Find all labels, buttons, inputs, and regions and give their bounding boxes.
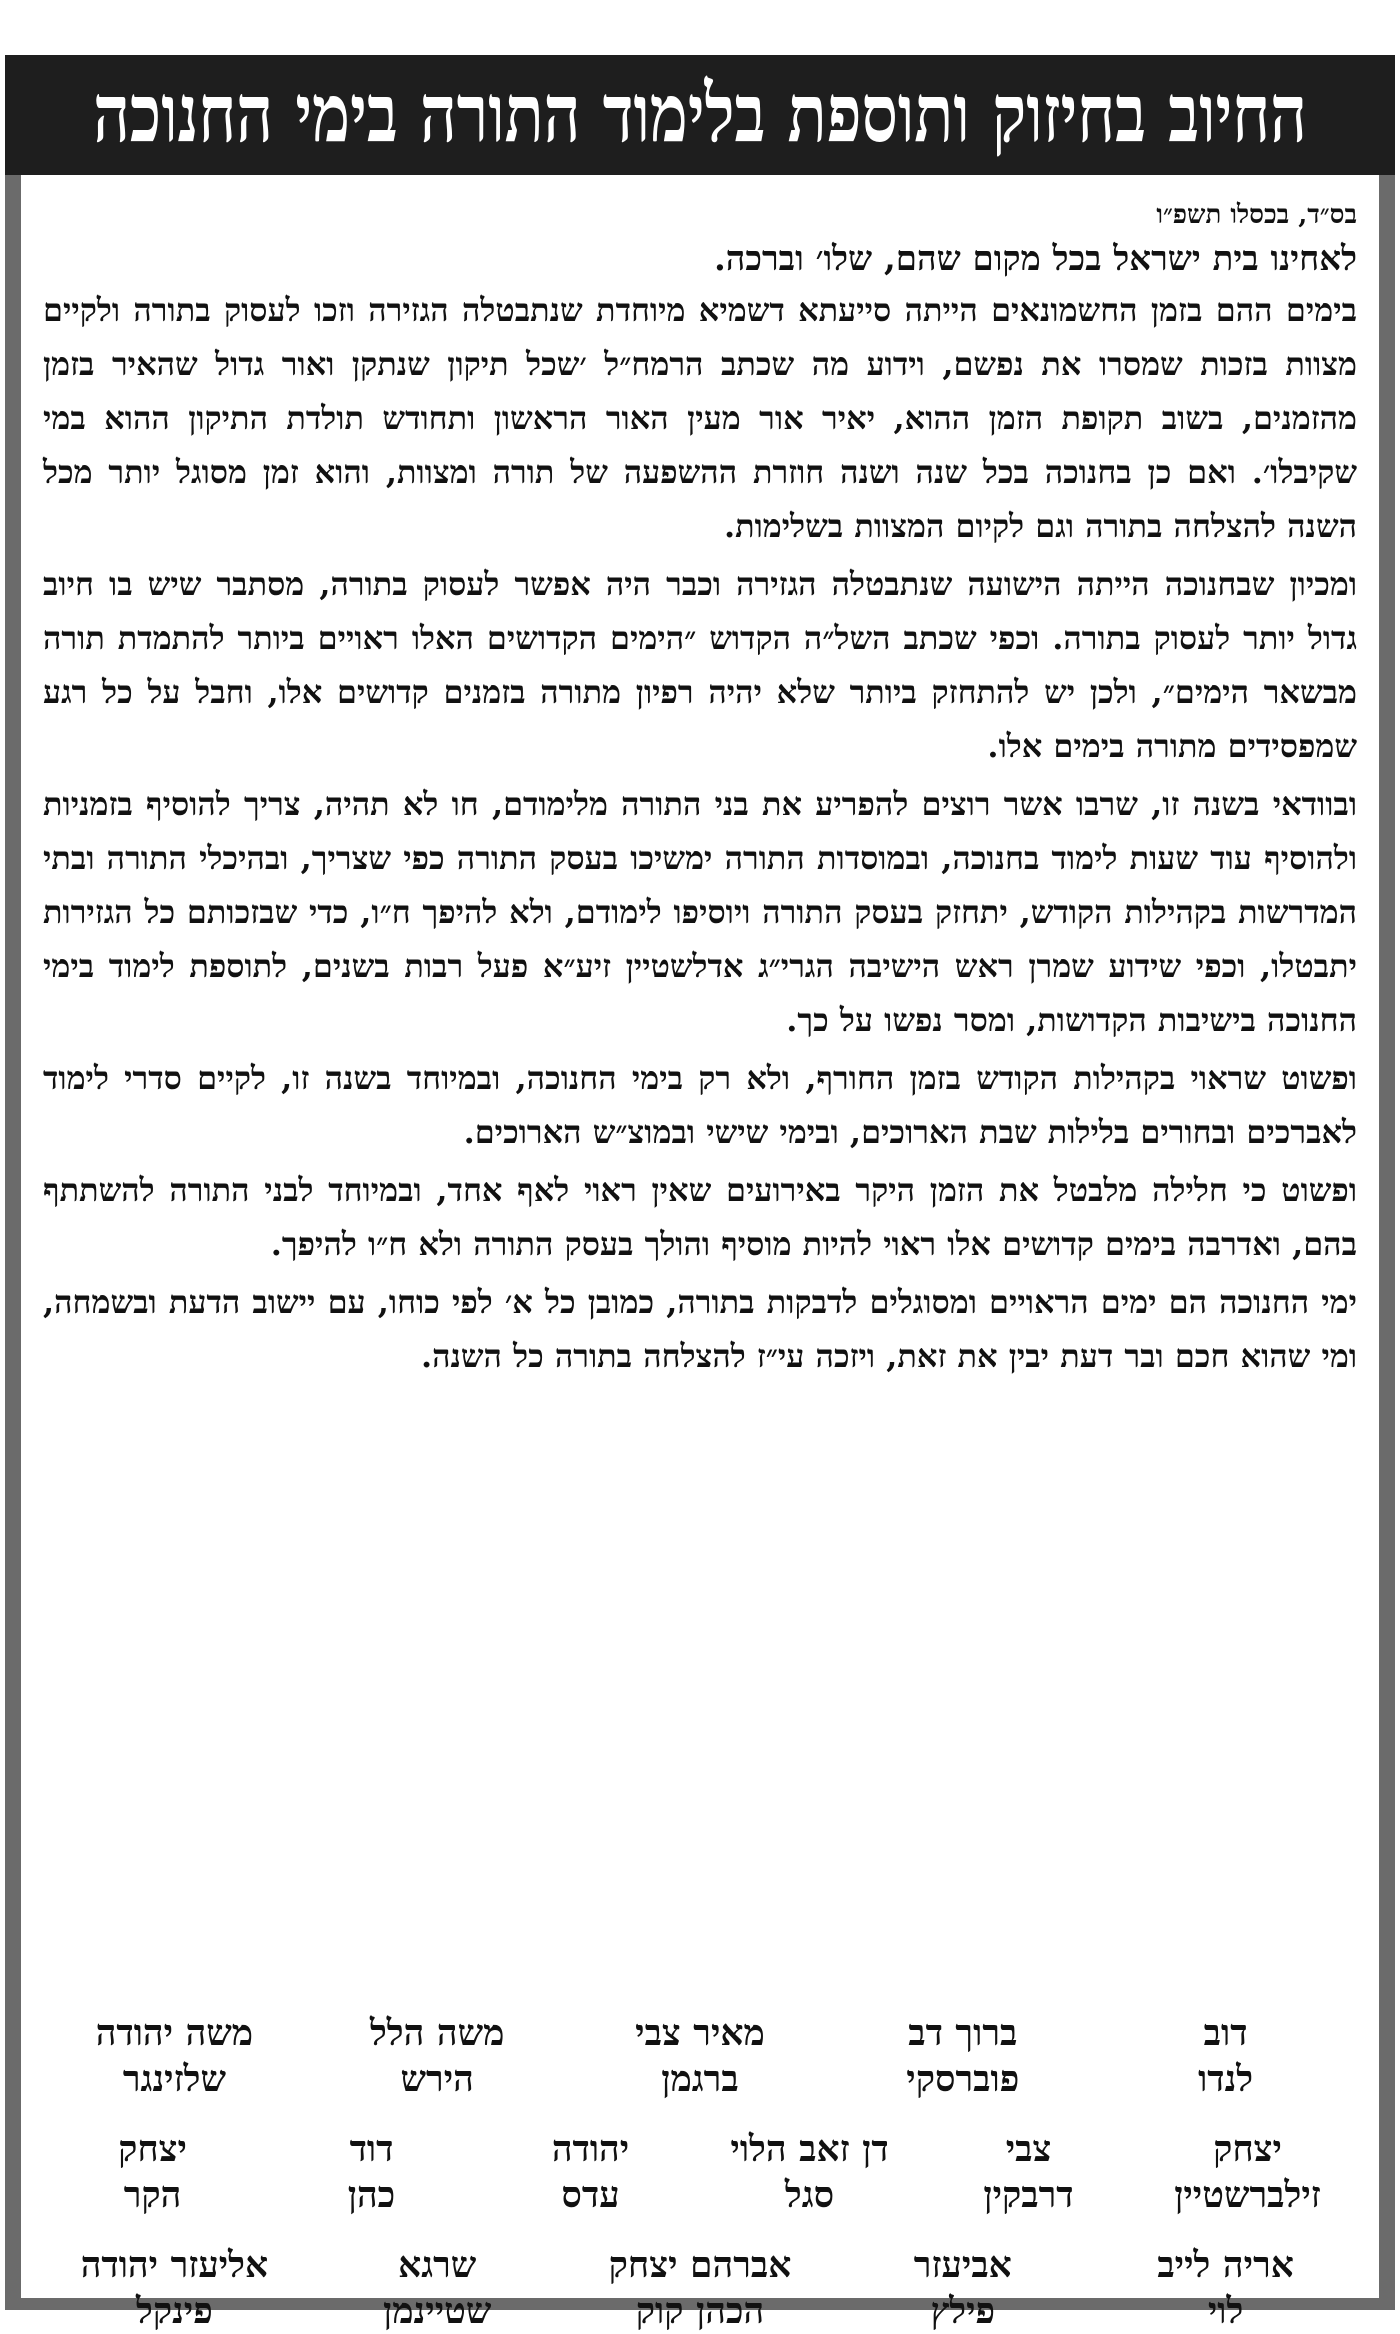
notice-frame (5, 55, 1395, 2332)
notice-header (5, 55, 1395, 175)
signature-first-name: דוד (349, 2128, 394, 2170)
paragraph-1: בימים ההם בזמן החשמונאים הייתה סייעתא דשמיא מיוחדת שנתבטלה הגזירה וזכו לעסוק בתורה ולקיים מצוות בזכות שמסרו את נפשם, וידוע מה שכתב הרמח״ל ׳שכל תיקון שנתקן ואור גדול שהאיר בזמן מהזמנים, בשוב תקופת הזמן ההוא, יאיר אור מעין האור הראשון ותחודש תולדת התיקון ההוא במי שקיבלו׳. ואם כן בחנוכה בכל שנה ושנה חוזרת ההשפעה של תורה ומצוות, והוא זמן מסוגל יותר מכל השנה להצלחה בתורה וגם לקיום המצוות בשלימות. (43, 291, 1358, 545)
signature-first-name: מאיר צבי (635, 2012, 765, 2054)
notice-title: החיוב בחיזוק ותוספת בלימוד התורה בימי החנוכה (93, 67, 1307, 162)
signature (569, 2010, 832, 2102)
dateline: בס״ד, בכסלו תשפ״ו (1156, 200, 1357, 230)
signature-last-name: שלזינגר (122, 2058, 226, 2100)
signature (481, 2126, 700, 2218)
signature-first-name: יהודה (551, 2128, 630, 2170)
signature (1138, 2126, 1357, 2218)
signature-last-name: דרבקין (983, 2174, 1074, 2216)
greeting: לאחינו בית ישראל בכל מקום שהם, שלו׳ וברכה. (713, 239, 1357, 279)
signature-row (43, 2126, 1357, 2218)
signature-last-name: פוברסקי (906, 2058, 1020, 2100)
signature (831, 2010, 1094, 2102)
signature (262, 2126, 481, 2218)
signature-first-name: אליעזר יהודה (80, 2244, 269, 2286)
signature-last-name: שטיינמן (383, 2290, 492, 2332)
signature (569, 2242, 832, 2334)
signature-last-name: הקר (123, 2174, 182, 2216)
signature-last-name: זילברשטיין (1174, 2174, 1321, 2216)
signature-first-name: דוב (1203, 2012, 1248, 2054)
signature-first-name: משה הלל (369, 2012, 505, 2054)
signature-first-name: אברהם יצחק (608, 2244, 792, 2286)
signature (831, 2242, 1094, 2334)
signature-first-name: אביעזר (913, 2244, 1012, 2286)
signature-first-name: יצחק (1213, 2128, 1282, 2170)
signature (1094, 2242, 1357, 2334)
letter-body (21, 175, 1379, 2332)
signature-last-name: לנדו (1198, 2058, 1254, 2100)
signature-last-name: הכהן קוק (635, 2290, 765, 2332)
signature-first-name: ברוך דב (908, 2012, 1018, 2054)
signature (919, 2126, 1138, 2218)
paragraph-5: ופשוט כי חלילה מלבטל את הזמן היקר באירועים שאין ראוי לאף אחד, ובמיוחד לבני התורה להשתתף בהם, ואדרבה בימים קדושים אלו ראוי להיות מוסיף והולך בעסק התורה ולא ח״ו להיפך. (43, 1171, 1358, 1263)
signature-first-name: משה יהודה (95, 2012, 254, 2054)
paragraph-6: ימי החנוכה הם ימים הראויים ומסוגלים לדבקות בתורה, כמובן כל א׳ לפי כוחו, עם יישוב הדעת ובשמחה, ומי שהוא חכם ובר דעת יבין את זאת, ויזכה עי״ז להצלחה בתורה כל השנה. (43, 1283, 1357, 1375)
paragraph-2: ומכיון שבחנוכה הייתה הישועה שנתבטלה הגזירה וכבר היה אפשר לעסוק בתורה, מסתבר שיש בו חיוב גדול יותר לעסוק בתורה. וכפי שכתב השל״ה הקדוש ״הימים הקדושים האלו ראויים ביותר להתמדת תורה מבשאר הימים״, ולכן יש להתחזק ביותר שלא יהיה רפיון מתורה בזמנים קדושים אלו, וחבל על כל רגע שמפסידים מתורה בימים אלו. (43, 565, 1358, 765)
signature-first-name: יצחק (118, 2128, 187, 2170)
paragraph-4: ופשוט שראוי בקהילות הקודש בזמן החורף, ולא רק בימי החנוכה, ובמיוחד בשנה זו, לקיים סדרי לימוד לאברכים ובחורים בלילות שבת הארוכים, ובימי שישי ובמוצ״ש הארוכים. (43, 1059, 1357, 1151)
signatures-block (43, 2010, 1357, 2334)
signature-last-name: ברגמן (661, 2058, 739, 2100)
signature-last-name: הירש (400, 2058, 474, 2100)
signature-last-name: סגל (784, 2174, 835, 2216)
signature (1094, 2010, 1357, 2102)
signature-last-name: עדס (561, 2174, 620, 2216)
signature-first-name: אריה לייב (1157, 2244, 1294, 2286)
signature-last-name: לוי (1207, 2290, 1244, 2332)
paragraph-3: ובוודאי בשנה זו, שרבו אשר רוצים להפריע את בני התורה מלימודם, חו לא תהיה, צריך להוסיף בזמניות ולהוסיף עוד שעות לימוד בחנוכה, ובמוסדות התורה ימשיכו בעסק התורה כפי שצריך, ובהיכלי התורה ובתי המדרשות בקהילות הקודש, יתחזק בעסק התורה ויוסיפו לימודם, ולא להיפך ח״ו, כדי שבזכותם כל הגזירות יתבטלו, וכפי שידוע שמרן ראש הישיבה הגרי״ג אדלשטיין זיע״א פעל רבות בשנים, לתוספת לימוד בימי החנוכה בישיבות הקדושות, ומסר נפשו על כך. (43, 785, 1357, 1039)
signature-last-name: כהן (347, 2174, 396, 2216)
signature-first-name: שרגא (398, 2244, 477, 2286)
signature-last-name: פינקל (135, 2290, 213, 2332)
signature (43, 2126, 262, 2218)
signature (700, 2126, 919, 2218)
signature-first-name: דן זאב הלוי (730, 2128, 889, 2170)
signature (306, 2242, 569, 2334)
signature (43, 2010, 306, 2102)
signature (306, 2010, 569, 2102)
signature (43, 2242, 306, 2334)
signature-first-name: צבי (1005, 2128, 1052, 2170)
signature-last-name: פילץ (930, 2290, 996, 2332)
